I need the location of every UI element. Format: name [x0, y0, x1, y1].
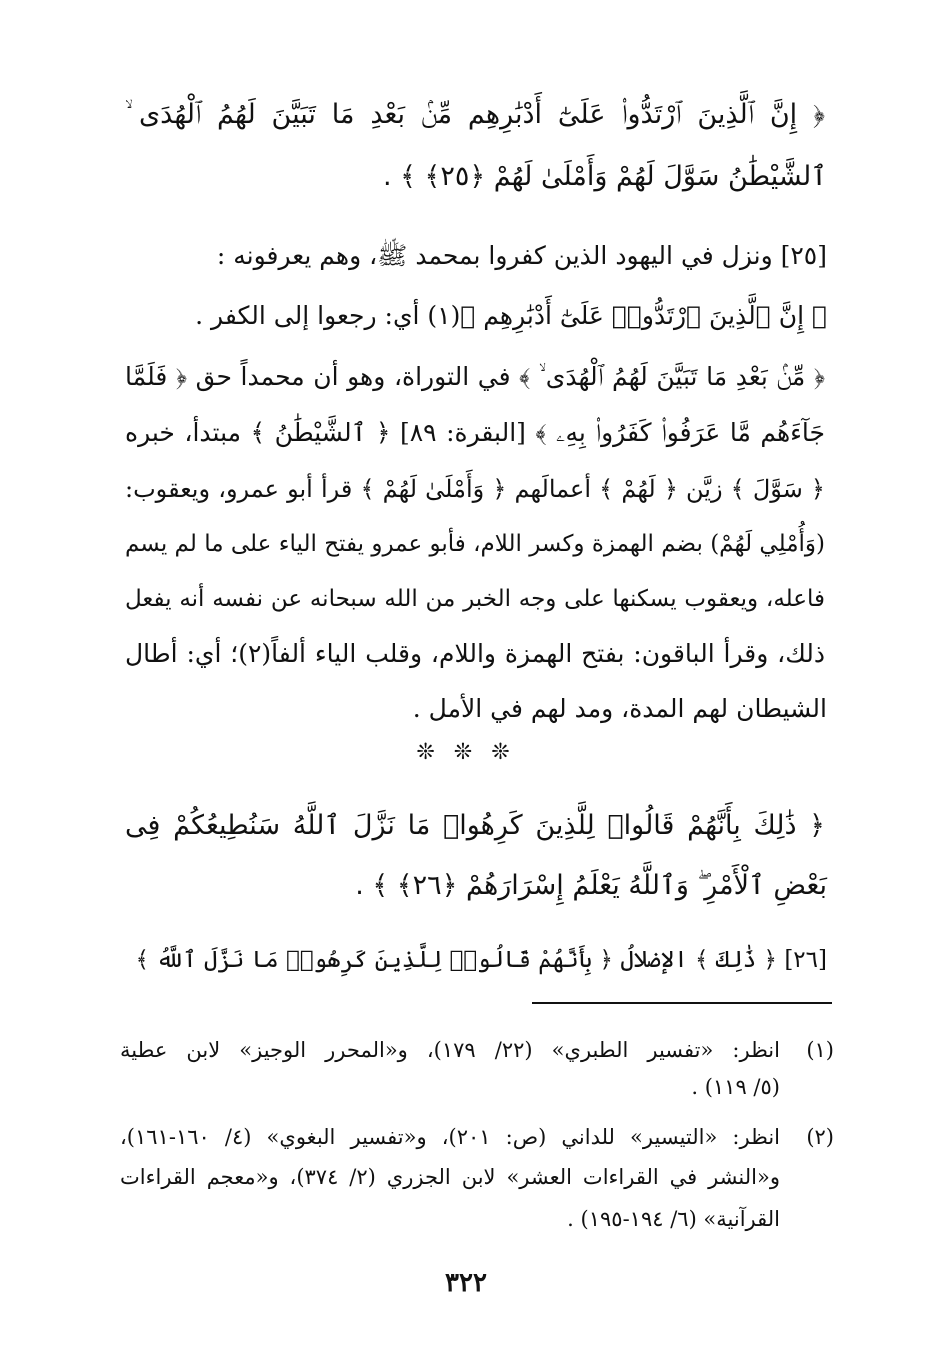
commentary-25-line-6: (وَأُمْلِي لَهُمْ) بضم الهمزة وكسر اللام، فأبو عمرو يفتح الياء على ما لم يسم — [125, 531, 825, 557]
commentary-25-line-7: فاعله، ويعقوب يسكنها على وجه الخبر من الله سبحانه عن نفسه أنه يفعل — [125, 586, 825, 612]
verse-25-line-2: ٱلشَّيْطَٰنُ سَوَّلَ لَهُمْ وَأَمْلَىٰ لَهُمْ ﴿٢٥﴾ ﴾ . — [382, 161, 827, 192]
commentary-25-line-8: ذلك، وقرأ الباقون: بفتح الهمزة واللام، وقلب الياء ألفاً(٢)؛ أي: أطال — [125, 639, 826, 668]
commentary-25-line-5: ﴿ سَوَّلَ ﴾ زيَّن ﴿ لَهُمْ ﴾ أعمالَهم ﴿ وَأَمْلَىٰ لَهُمْ ﴾ قرأ أبو عمرو، ويعقوب: — [125, 475, 825, 503]
footnote-1-line-2: (٥/ ١١٩) . — [691, 1075, 780, 1099]
commentary-25-line-9: الشيطان لهم المدة، ومد لهم في الأمل . — [412, 694, 827, 723]
footnote-1-number: (١) — [806, 1038, 834, 1062]
footnote-2-line-2: و«النشر في القراءات العشر» لابن الجزري (٢/ ٣٧٤)، و«معجم القراءات — [120, 1165, 780, 1189]
footnote-separator-rule — [532, 1002, 832, 1004]
section-separator: ❊ ❊ ❊ — [416, 740, 516, 765]
page-number: ٣٢٢ — [445, 1268, 487, 1298]
commentary-25-line-1: [٢٥] ونزل في اليهود الذين كفروا بمحمد ﷺ، وهم يعرفونه : — [216, 241, 827, 270]
commentary-26-line-1: [٢٦] ﴿ ذَٰلِكَ ﴾ الإضلالُ ﴿ بِأَنَّهُمْ قَالُوا۟ لِلَّذِينَ كَرِهُوا۟ مَا نَزَّلَ ٱللَّهُ ﴾ — [135, 947, 827, 973]
verse-25-line-1: ﴿ إِنَّ ٱلَّذِينَ ٱرْتَدُّوا۟ عَلَىٰٓ أَدْبَٰرِهِم مِّنۢ بَعْدِ مَا تَبَيَّنَ لَهُمُ ٱلْهُدَى ۙ — [125, 99, 825, 130]
footnote-1-line-1: انظر: «تفسير الطبري» (٢٢/ ١٧٩)، و«المحرر الوجيز» لابن عطية — [120, 1038, 780, 1062]
commentary-25-line-3: ﴿ مِّنۢ بَعْدِ مَا تَبَيَّنَ لَهُمُ ٱلْهُدَى ۙ ﴾ في التوراة، وهو أن محمداً حق ﴿ فَلَمَّا — [125, 362, 825, 391]
verse-26-line-2: بَعْضِ ٱلْأَمْرِ ۖ وَٱللَّهُ يَعْلَمُ إِسْرَارَهُمْ ﴿٢٦﴾ ﴾ . — [355, 870, 827, 901]
footnote-2-line-3: القرآنية» (٦/ ١٩٤-١٩٥) . — [567, 1207, 780, 1231]
footnote-2-number: (٢) — [806, 1125, 834, 1149]
footnote-2-line-1: انظر: «التيسير» للداني (ص: ٢٠١)، و«تفسير البغوي» (٤/ ١٦٠-١٦١)، — [120, 1125, 780, 1149]
commentary-25-line-4: جَآءَهُم مَّا عَرَفُوا۟ كَفَرُوا۟ بِهِۦ ﴾ [البقرة: ٨٩] ﴿ ٱلشَّيْطَٰنُ ﴾ مبتدأ، خبره — [125, 418, 825, 447]
commentary-25-line-2: ﴿ إِنَّ ٱلَّذِينَ ٱرْتَدُّوا۟ عَلَىٰٓ أَدْبَٰرِهِم ﴾(١) أي: رجعوا إلى الكفر . — [195, 301, 827, 330]
verse-26-line-1: ﴿ ذَٰلِكَ بِأَنَّهُمْ قَالُوا۟ لِلَّذِينَ كَرِهُوا۟ مَا نَزَّلَ ٱللَّهُ سَنُطِيعُكُمْ فِى — [125, 810, 825, 841]
